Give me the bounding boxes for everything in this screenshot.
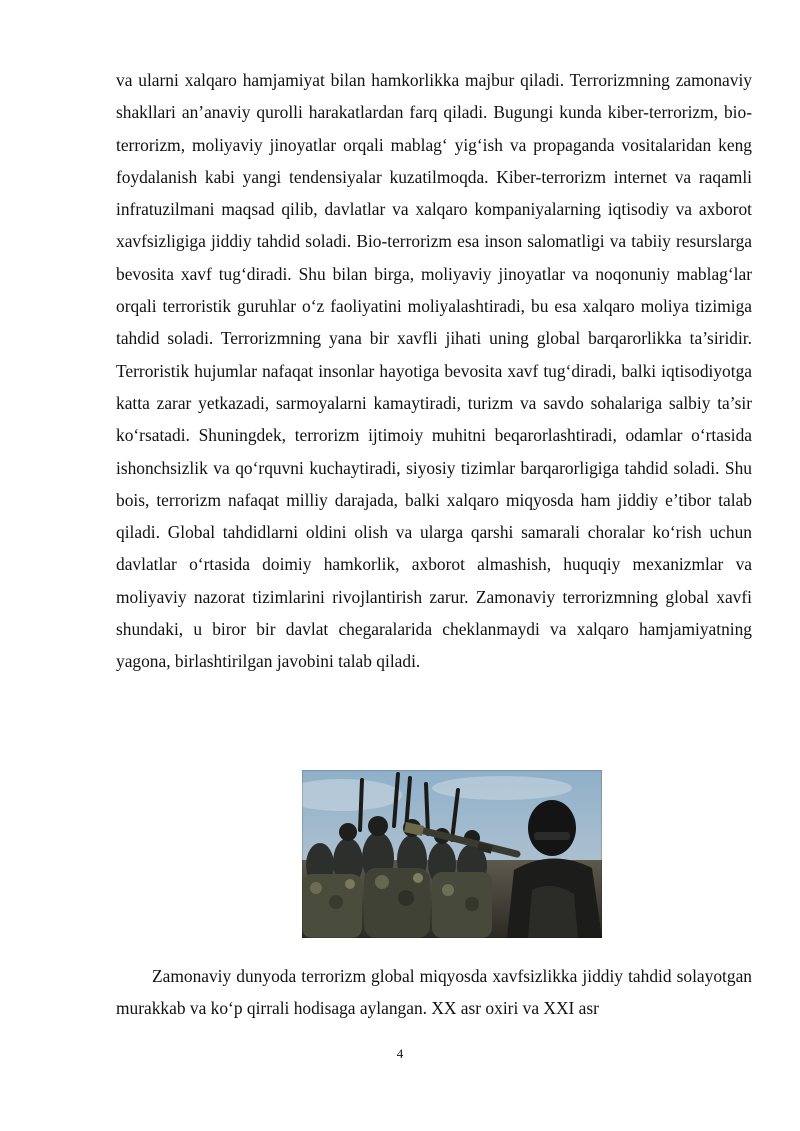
body-text-bottom: [116, 960, 752, 1025]
photo-armed-group: [302, 770, 602, 938]
page-number: 4: [396, 1046, 404, 1061]
paragraph-new: Zamonaviy dunyoda terrorizm global miqyosda xavfsizlikka jiddiy tahdid solayotgan murakkab va ko‘p qirrali hodisaga aylangan. XX asr oxiri va XXI asr: [116, 966, 752, 1019]
paragraph-continuation: va ularni xalqaro hamjamiyat bilan hamkorlikka majbur qiladi. Terrorizmning zamonaviy shakllari an’anaviy qurolli harakatlardan farq qiladi. Bugungi kunda kiber-terrorizm, bio-terrorizm, moliyaviy jinoyatlar orqali mablag‘ yig‘ish va propaganda vositalaridan keng foydalanish kabi yangi tendensiyalar kuzatilmoqda. Kiber-terrorizm internet va raqamli infratuzilmani maqsad qilib, davlatlar va xalqaro kompaniyalarning iqtisodiy va axborot xavfsizligiga jiddiy tahdid soladi. Bio-terrorizm esa inson salomatligi va tabiiy resurslarga bevosita xavf tug‘diradi. Shu bilan birga, moliyaviy jinoyatlar va noqonuniy mablag‘lar orqali terroristik guruhlar o‘z faoliyatini moliyalashtiradi, bu esa xalqaro moliya tizimiga tahdid soladi. Terrorizmning yana bir xavfli jihati uning global barqarorlikka ta’siridir. Terroristik hujumlar nafaqat insonlar hayotiga bevosita xavf tug‘diradi, balki iqtisodiyotga katta zarar yetkazadi, sarmoyalarni kamaytiradi, turizm va savdo sohalariga salbiy ta’sir ko‘rsatadi. Shuningdek, terrorizm ijtimoiy muhitni beqarorlashtiradi, odamlar o‘rtasida ishonchsizlik va qo‘rquvni kuchaytiradi, siyosiy tizimlar barqarorligiga tahdid soladi. Shu bois, terrorizm nafaqat milliy darajada, balki xalqaro miqyosda ham jiddiy e’tibor talab qiladi. Global tahdidlarni oldini olish va ularga qarshi samarali choralar ko‘rish uchun davlatlar o‘rtasida doimiy hamkorlik, axborot almashish, huquqiy mexanizmlar va moliyaviy nazorat tizimlarini rivojlantirish zarur. Zamonaviy terrorizmning global xavfi shundaki, u biror bir davlat chegaralarida cheklanmaydi va xalqaro hamjamiyatning yagona, birlashtirilgan javobini talab qiladi.: [116, 70, 752, 672]
photo-illustration: [302, 770, 602, 938]
body-text-top: [116, 64, 752, 678]
